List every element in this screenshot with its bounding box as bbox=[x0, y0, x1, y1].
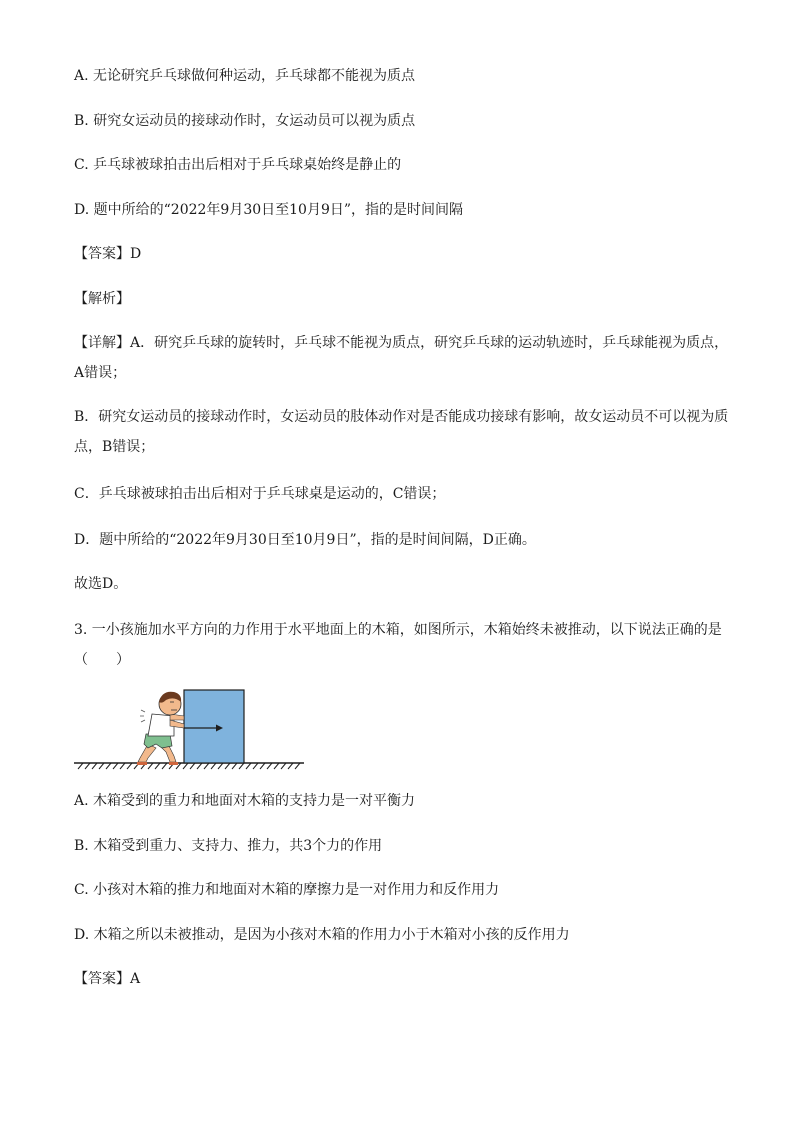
push-box-figure bbox=[74, 686, 306, 772]
q2-detail-d: D．题中所给的“2022年9月30日至10月9日”，指的是时间间隔，D正确。 bbox=[74, 532, 536, 548]
q2-detail-c: C．乒乓球被球拍击出后相对于乒乓球桌是运动的，C错误； bbox=[74, 486, 446, 502]
q2-detail-a: 【详解】A．研究乒乓球的旋转时，乒乓球不能视为质点，研究乒乓球的运动轨迹时，乒乓球能视为质点，A错误； bbox=[74, 335, 729, 381]
child-figure bbox=[137, 692, 184, 765]
q3-stem: 3. 一小孩施加水平方向的力作用于水平地面上的木箱，如图所示，木箱始终未被推动，以下说法正确的是（ ） bbox=[74, 622, 722, 668]
q2-option-a: A. 无论研究乒乓球做何种运动，乒乓球都不能视为质点 bbox=[74, 68, 416, 84]
q2-option-d: D. 题中所给的“2022年9月30日至10月9日”，指的是时间间隔 bbox=[74, 202, 464, 218]
q2-conclusion: 故选D。 bbox=[74, 576, 128, 592]
q3-option-b: B. 木箱受到重力、支持力、推力，共3个力的作用 bbox=[74, 838, 383, 854]
push-box-illustration bbox=[74, 686, 306, 772]
q3-option-d: D. 木箱之所以未被推动，是因为小孩对木箱的作用力小于木箱对小孩的反作用力 bbox=[74, 927, 570, 943]
q2-option-c: C. 乒乓球被球拍击出后相对于乒乓球桌始终是静止的 bbox=[74, 157, 402, 173]
q2-detail-b: B．研究女运动员的接球动作时，女运动员的肢体动作对是否能成功接球有影响，故女运动员不可以视为质点，B错误； bbox=[74, 409, 729, 455]
q3-option-c: C. 小孩对木箱的推力和地面对木箱的摩擦力是一对作用力和反作用力 bbox=[74, 882, 500, 898]
q3-answer: 【答案】A bbox=[74, 971, 141, 987]
q2-option-b: B. 研究女运动员的接球动作时，女运动员可以视为质点 bbox=[74, 113, 416, 129]
q2-analysis-label: 【解析】 bbox=[74, 291, 130, 307]
ground-hatching bbox=[78, 763, 300, 769]
q2-answer: 【答案】D bbox=[74, 246, 142, 262]
wooden-box bbox=[184, 690, 244, 763]
q3-option-a: A. 木箱受到的重力和地面对木箱的支持力是一对平衡力 bbox=[74, 793, 416, 809]
